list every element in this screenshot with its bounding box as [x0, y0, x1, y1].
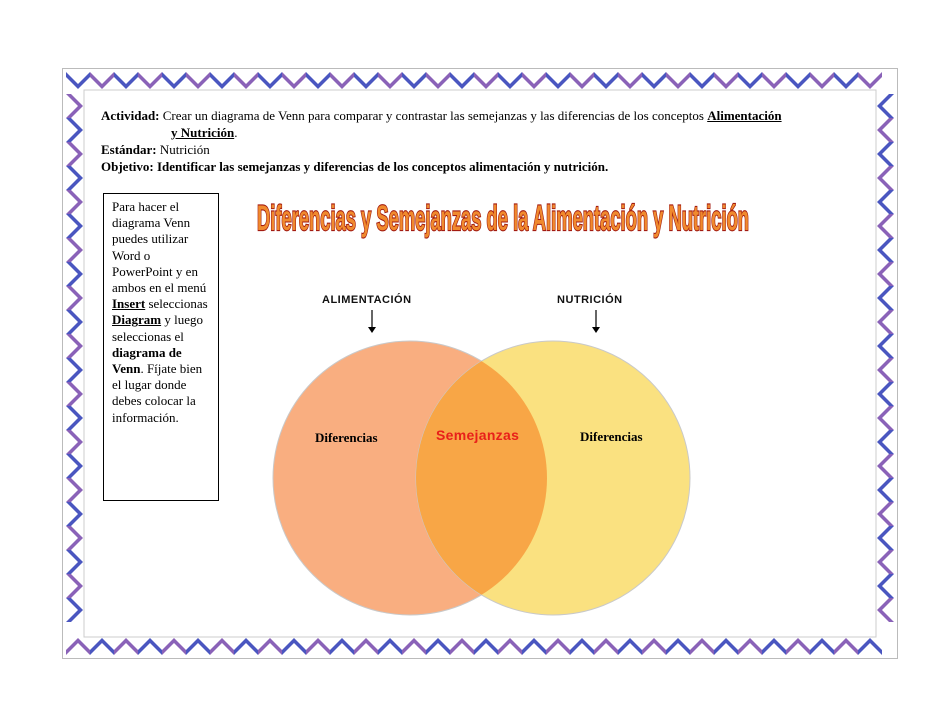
- border-chevron: [810, 638, 834, 655]
- estandar-line: [101, 141, 861, 158]
- border-chevron: [690, 72, 714, 89]
- border-chevron: [877, 382, 894, 406]
- label-nutricion: NUTRICIÓN: [557, 294, 623, 306]
- border-chevron: [786, 72, 810, 89]
- border-chevron: [877, 142, 894, 166]
- border-chevron: [66, 406, 83, 430]
- border-chevron: [877, 286, 894, 310]
- label-alimentacion: ALIMENTACIÓN: [322, 294, 412, 306]
- border-chevron: [877, 262, 894, 286]
- border-chevron: [66, 190, 83, 214]
- note-text-3: y luego seleccionas el: [112, 312, 203, 344]
- actividad-end: .: [234, 125, 238, 140]
- border-chevron: [877, 574, 894, 598]
- border-chevron: [66, 166, 83, 190]
- border-chevron: [877, 310, 894, 334]
- border-chevron: [66, 286, 83, 310]
- border-chevron: [402, 638, 426, 655]
- border-chevron: [258, 72, 282, 89]
- border-chevron: [546, 638, 570, 655]
- border-chevron: [877, 406, 894, 430]
- border-chevron: [642, 638, 666, 655]
- border-chevron: [877, 502, 894, 526]
- actividad-label: Actividad:: [101, 108, 160, 123]
- border-chevron: [498, 638, 522, 655]
- border-chevron: [210, 72, 234, 89]
- instructions-note-box: [103, 193, 219, 501]
- border-chevron: [258, 638, 282, 655]
- border-chevron: [762, 72, 786, 89]
- border-chevron: [877, 334, 894, 358]
- border-chevron: [66, 334, 83, 358]
- border-chevron: [66, 142, 83, 166]
- border-chevron: [858, 72, 882, 89]
- border-chevron: [66, 550, 83, 574]
- note-venn: diagrama de Venn: [112, 344, 182, 377]
- border-chevron: [498, 72, 522, 89]
- border-chevron: [66, 382, 83, 406]
- border-chevron: [66, 72, 90, 89]
- border-chevron: [66, 118, 83, 142]
- border-chevron: [186, 638, 210, 655]
- venn-diagram: [270, 300, 700, 620]
- border-chevron: [690, 638, 714, 655]
- border-chevron: [66, 502, 83, 526]
- left-diferencias: Diferencias: [315, 430, 378, 445]
- border-chevron: [877, 190, 894, 214]
- border-chevron: [450, 638, 474, 655]
- border-chevron: [66, 310, 83, 334]
- border-chevron: [114, 72, 138, 89]
- border-chevron: [66, 430, 83, 454]
- note-text-4: . Fíjate bien el lugar donde debes colocar la información.: [112, 361, 203, 425]
- border-chevron: [877, 454, 894, 478]
- border-chevron: [66, 214, 83, 238]
- border-chevron: [474, 72, 498, 89]
- border-chevron: [234, 72, 258, 89]
- border-chevron: [834, 638, 858, 655]
- border-chevron: [877, 478, 894, 502]
- border-chevron: [474, 638, 498, 655]
- center-semejanzas: Semejanzas: [436, 427, 520, 443]
- border-chevron: [426, 72, 450, 89]
- border-chevron: [282, 72, 306, 89]
- border-chevron: [306, 638, 330, 655]
- border-chevron: [738, 638, 762, 655]
- border-chevron: [282, 638, 306, 655]
- note-text-1: Para hacer el diagrama Venn puedes utilizar Word o PowerPoint y en ambos en el menú: [112, 199, 207, 296]
- border-chevron: [306, 72, 330, 89]
- border-chevron: [234, 638, 258, 655]
- border-chevron: [90, 72, 114, 89]
- estandar-text: Nutrición: [159, 142, 210, 157]
- border-chevron: [877, 550, 894, 574]
- border-chevron: [330, 72, 354, 89]
- border-chevron: [354, 638, 378, 655]
- border-chevron: [66, 598, 83, 622]
- border-chevron: [666, 638, 690, 655]
- border-chevron: [354, 72, 378, 89]
- border-chevron: [162, 638, 186, 655]
- border-chevron: [786, 638, 810, 655]
- border-chevron: [618, 72, 642, 89]
- border-chevron: [90, 638, 114, 655]
- border-chevron: [834, 72, 858, 89]
- border-chevron: [66, 358, 83, 382]
- border-chevron: [546, 72, 570, 89]
- border-chevron: [738, 72, 762, 89]
- border-chevron: [877, 526, 894, 550]
- border-chevron: [570, 638, 594, 655]
- objetivo-text: Identificar las semejanzas y diferencias de los conceptos alimentación y nutrición.: [156, 159, 609, 174]
- border-chevron: [594, 72, 618, 89]
- border-chevron: [450, 72, 474, 89]
- border-chevron: [877, 238, 894, 262]
- actividad-line: [101, 107, 861, 124]
- border-chevron: [66, 478, 83, 502]
- objetivo-line: [101, 158, 861, 175]
- border-chevron: [210, 638, 234, 655]
- border-chevron: [762, 638, 786, 655]
- border-chevron: [66, 238, 83, 262]
- border-chevron: [114, 638, 138, 655]
- border-chevron: [714, 72, 738, 89]
- border-chevron: [877, 430, 894, 454]
- border-chevron: [330, 638, 354, 655]
- actividad-link-nutricion: y Nutrición: [171, 125, 235, 140]
- note-insert: Insert: [112, 296, 146, 312]
- border-chevron: [714, 638, 738, 655]
- instructions-header: [101, 107, 861, 175]
- border-chevron: [618, 638, 642, 655]
- border-chevron: [877, 598, 894, 622]
- border-chevron: [877, 214, 894, 238]
- border-chevron: [877, 358, 894, 382]
- border-chevron: [162, 72, 186, 89]
- border-chevron: [138, 638, 162, 655]
- border-chevron: [810, 72, 834, 89]
- actividad-text: Crear un diagrama de Venn para comparar y contrastar las semejanzas y las diferencias de los conceptos: [162, 108, 704, 123]
- border-chevron: [66, 574, 83, 598]
- border-chevron: [378, 638, 402, 655]
- border-chevron: [138, 72, 162, 89]
- note-text-2: seleccionas: [148, 296, 208, 312]
- border-chevron: [877, 118, 894, 142]
- objetivo-label: Objetivo:: [101, 159, 154, 174]
- title-text: Diferencias y Semejanzas de la Alimentación y Nutrición: [257, 198, 749, 238]
- border-chevron: [66, 262, 83, 286]
- border-chevron: [522, 638, 546, 655]
- arrow-nutricion: [592, 310, 600, 333]
- border-chevron: [186, 72, 210, 89]
- border-chevron: [402, 72, 426, 89]
- border-chevron: [858, 638, 882, 655]
- actividad-link-alimentacion: Alimentación: [707, 108, 782, 123]
- border-chevron: [66, 454, 83, 478]
- right-diferencias: Diferencias: [580, 429, 643, 444]
- border-chevron: [666, 72, 690, 89]
- actividad-continuation: [101, 124, 861, 141]
- border-chevron: [378, 72, 402, 89]
- border-chevron: [877, 94, 894, 118]
- border-chevron: [877, 166, 894, 190]
- estandar-label: Estándar:: [101, 142, 157, 157]
- border-chevron: [570, 72, 594, 89]
- border-chevron: [426, 638, 450, 655]
- arrow-alimentacion: [368, 310, 376, 333]
- border-chevron: [594, 638, 618, 655]
- wordart-title: [248, 180, 758, 270]
- border-chevron: [66, 94, 83, 118]
- border-chevron: [66, 638, 90, 655]
- border-chevron: [66, 526, 83, 550]
- border-chevron: [642, 72, 666, 89]
- note-diagram: Diagram: [112, 312, 162, 328]
- border-chevron: [522, 72, 546, 89]
